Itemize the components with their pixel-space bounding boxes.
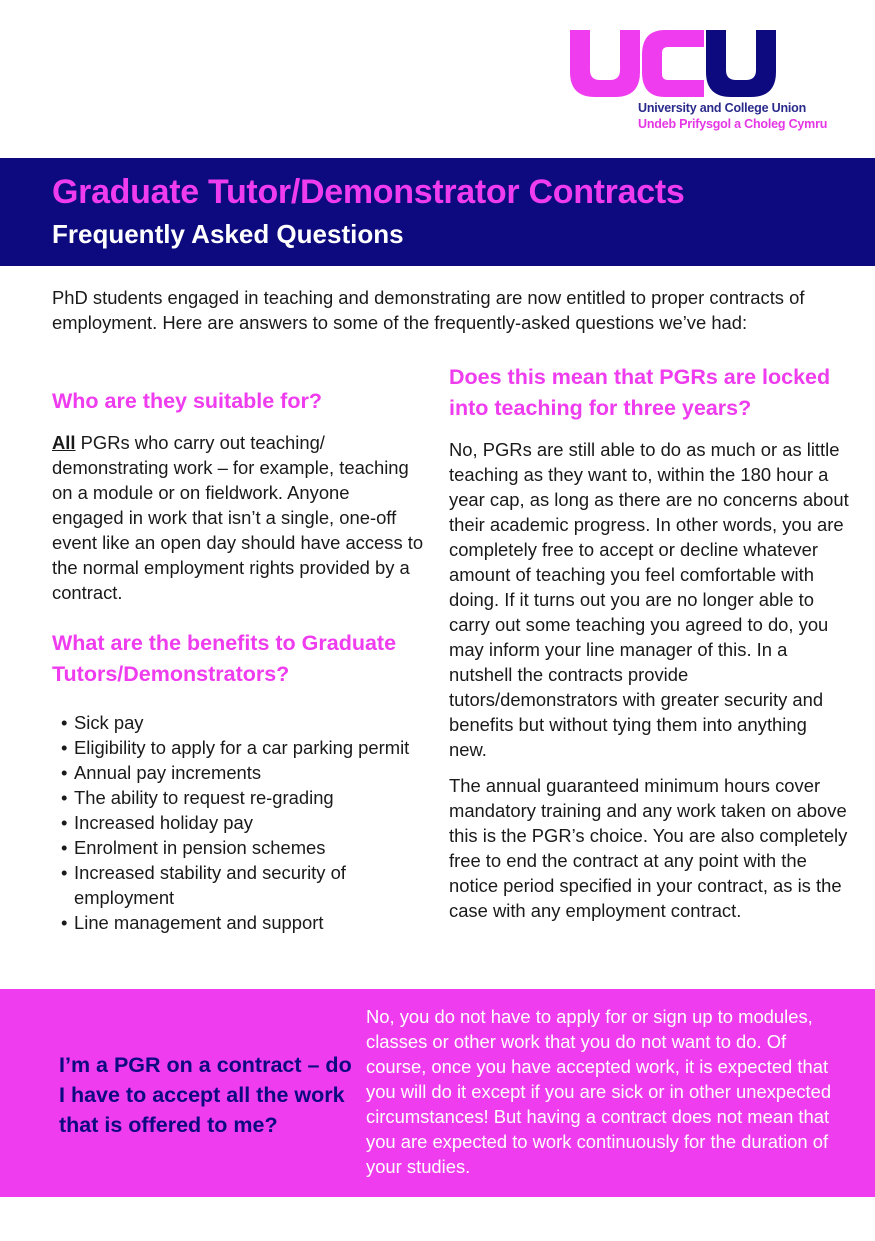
list-item: • Enrolment in pension schemes — [74, 835, 424, 860]
logo-letter-c — [642, 30, 704, 97]
suitable-answer-text: PGRs who carry out teaching/ demonstrating work – for example, teaching on a module or on fieldwork. Anyone engaged in work that isn’t a single, one-off event like an open day should have access to the normal employment rights provided by a contract. — [52, 432, 424, 603]
list-item: • Eligibility to apply for a car parking permit — [74, 735, 424, 760]
logo-letter-u-right — [706, 30, 776, 97]
list-item: • Increased stability and security of employment — [74, 860, 424, 910]
list-item: • Sick pay — [74, 710, 424, 735]
ucu-logo — [570, 30, 840, 140]
list-item: • Line management and support — [74, 910, 424, 935]
footer-answer: No, you do not have to apply for or sign up to modules, classes or other work that you do not want to do. Of course, once you have accepted work, it is expected that you will do it except if you are sick or in other unexpected circumstances! But having a contract does not mean that you are expected to work continuously for the duration of your studies. — [366, 1006, 832, 1177]
emphasis-all: All — [52, 432, 76, 453]
question-benefits-heading: What are the benefits to Graduate Tutors/Demonstrators? — [52, 631, 397, 686]
question-suitable-heading: Who are they suitable for? — [52, 389, 322, 413]
intro-paragraph: PhD students engaged in teaching and demonstrating are now entitled to proper contracts of employment. Here are answers to some of the frequently-asked questions we’ve had: — [52, 287, 805, 333]
question-locked-heading: Does this mean that PGRs are locked into teaching for three years? — [449, 365, 831, 420]
footer-question-band — [0, 989, 875, 1197]
locked-answer-para1: No, PGRs are still able to do as much or as little teaching as they want to, within the 180 hour a year cap, as long as there are no concerns about their academic progress. In other words, you are completely free to accept or decline whatever amount of teaching you feel comfortable with doing. If it turns out you are no longer able to carry out some teaching you agreed to do, you may inform your line manager of this. In a nutshell the contracts provide tutors/demonstrators with greater security and benefits but without tying them into anything new. — [449, 439, 849, 760]
list-item: • Annual pay increments — [74, 760, 424, 785]
logo-letter-u-left — [570, 30, 640, 97]
logo-union-name-welsh: Undeb Prifysgol a Choleg Cymru — [638, 117, 828, 131]
logo-union-name: University and College Union — [638, 101, 807, 115]
question-suitable-answer — [52, 430, 424, 605]
list-item: • Increased holiday pay — [74, 810, 424, 835]
left-column — [52, 386, 424, 935]
locked-answer-para2: The annual guaranteed minimum hours cover mandatory training and any work taken on above this is the PGR’s choice. You are also completely free to end the contract at any point with the notice period specified in your contract, as is the case with any employment contract. — [449, 775, 848, 921]
right-column — [449, 362, 849, 923]
list-item: • The ability to request re-grading — [74, 785, 424, 810]
benefits-list — [52, 710, 424, 935]
page-title: Graduate Tutor/Demonstrator Contracts — [52, 173, 685, 211]
title-banner — [0, 158, 875, 266]
ucu-logo-letters — [570, 30, 776, 97]
page-subtitle: Frequently Asked Questions — [52, 219, 404, 249]
footer-question: I’m a PGR on a contract – do I have to accept all the work that is offered to me? — [59, 1053, 352, 1137]
